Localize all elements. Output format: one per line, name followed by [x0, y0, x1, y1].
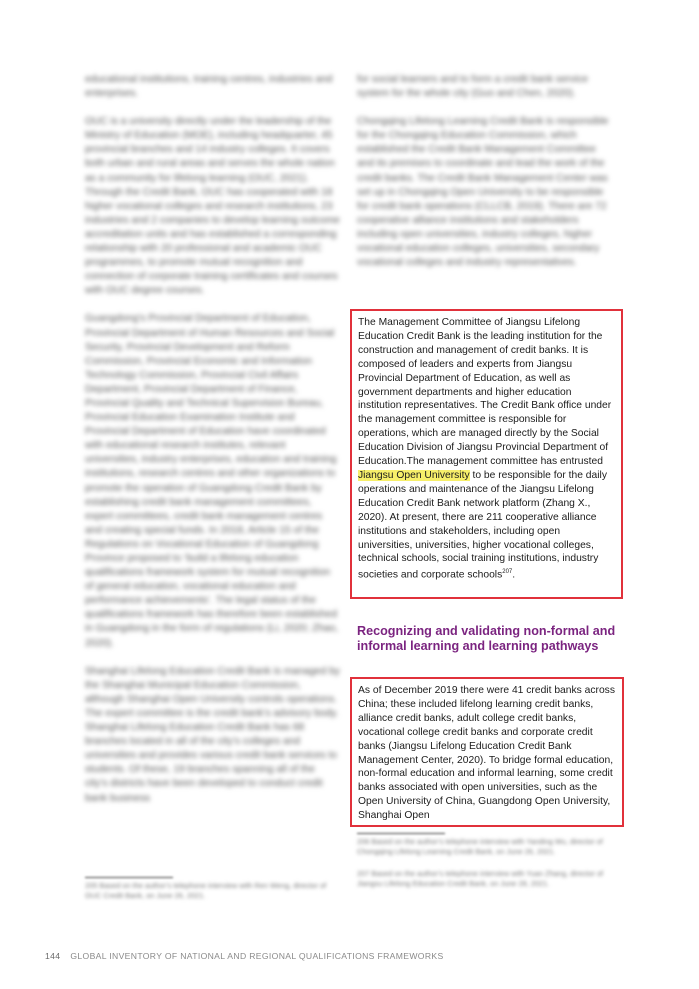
page-number: 144	[45, 951, 61, 961]
left-column	[85, 73, 340, 820]
left-paragraph: Guangdong’s Provincial Department of Education, Provincial Department of Human Resources and Social Security, Provincial Development and Reform Commission, Provincial Economic and Information Technology Commission, Provincial Civil Affairs Department, Provincial Department of Finance, Provincial Quality and Technical Supervision Bureau, Provincial Education Examination Institute and Provincial Department of Education have coordinated with educational research institutes, relevant universities, industry enterprises, education and training institutions, research centres and other organizations to promote the operation of Guangdong Credit Bank by establishing credit bank management committees, expert committees, credit bank management centres and creating special funds. In 2018, Article 15 of the Regulations on Vocational Education of Guangdong Province proposed to ‘build a lifelong education qualifications framework system for mutual recognition of general education, vocational education and performance achievements’. The legal status of the qualifications framework has therefore been established in Guangdong in the form of regulations (Li, 2020; Zhao, 2020).	[85, 313, 339, 649]
running-title: GLOBAL INVENTORY OF NATIONAL AND REGIONAL QUALIFICATIONS FRAMEWORKS	[70, 951, 444, 961]
highlight-box-credit-banks	[350, 677, 624, 827]
right-footnote-rule	[357, 833, 445, 834]
box1-text-before: The Management Committee of Jiangsu Lifelong Education Credit Bank is the leading institution for the construction and management of credit banks. It is composed of leaders and experts from Jiangsu Provincial Department of Education, as well as government departments and higher education institution representatives. The Credit Bank office under the management committee is responsible for operations, which are managed directly by the Social Education Division of Jiangsu Provincial Department of Education.The management committee has entrusted	[358, 317, 612, 468]
section-heading: Recognizing and validating non-formal and informal learning and learning pathways	[357, 624, 616, 653]
page-footer	[45, 951, 645, 961]
highlight-box-jiangsu	[350, 309, 623, 599]
right-paragraph: for social learners and to form a credit bank service system for the whole city (Guo and Chen, 2020).	[357, 74, 589, 100]
right-paragraph: Chongqing Lifelong Learning Credit Bank is responsible for the Chongqing Education Commission, which established the Credit Bank Management Committee and its premises to coordinate and lead the work of the credit banks. The Credit Bank Management Center was set up in Chongqing Open University to be responsible for credit bank operations (CLLCB, 2019). There are 72 cooperative alliance institutions and stakeholders including open universities, industry colleges, higher vocational education colleges, universities, secondary vocational colleges and industry representatives.	[357, 116, 609, 269]
left-paragraph: Shanghai Lifelong Education Credit Bank is managed by the Shanghai Municipal Education Commission, although Shanghai Open University controls operations. The expert committee is the credit bank’s advisory body. Shanghai Lifelong Education Credit Bank has 68 branches located in all of the city’s colleges and universities and provides various credit bank services to students. Of these, 19 branches spanning all of the city’s districts have been developed to conduct credit bank business	[85, 665, 340, 804]
left-paragraph: OUC is a university directly under the leadership of the Ministry of Education (MOE), including headquarter, 45 provincial branches and 14 industry colleges. It covers both urban and rural areas and serves the whole nation as a community for lifelong learning (OUC, 2021). Through the Credit Bank, OUC has cooperated with 18 higher vocational colleges and research institutions, 23 industries and 2 companies to develop learning outcome accreditation units and has established a corresponding relationship with 20 professional and academic OUC programmes, to promote mutual recognition and connection of corporate training certificates and courses with OUC degree courses.	[85, 116, 340, 297]
left-footnote-rule	[85, 877, 173, 878]
right-footnote: 206 Based on the author’s telephone interview with Yanding Wu, director of Chongqing Lifelong Learning Credit Bank, on June 26, 2021.	[357, 837, 603, 856]
footnote-ref: 207	[502, 569, 513, 576]
left-footnote: 205 Based on the author’s telephone interview with Ren Weng, director of OUC Credit Bank, on June 26, 2021.	[85, 881, 327, 900]
left-paragraph: educational institutions, training centres, industries and enterprises.	[85, 74, 333, 100]
box2-text: As of December 2019 there were 41 credit banks across China; these included lifelong learning credit banks, alliance credit banks, adult college credit banks, vocational college credit banks and corporate credit banks (Jiangsu Lifelong Education Credit Bank Management Center, 2020). To bridge formal education, non-formal education and informal learning, some credit banks associated with open universities, such as the Open University of China, Guangdong Open University, Shanghai Open	[358, 685, 615, 822]
box1-text-after: to be responsible for the daily operations and maintenance of the Jiangsu Lifelong Education Credit Bank network platform (Zhang X., 2020). At present, there are 211 cooperative alliance institutions and stakeholders, including open universities, universities, higher vocational colleges, technical schools, social training institutions, industry societies and corporate schools	[358, 469, 607, 581]
right-footnote: 207 Based on the author’s telephone interview with Yuan Zhang, director of Jiangsu Lifelong Education Credit Bank, on June 28, 2021.	[357, 869, 604, 888]
right-column	[357, 73, 615, 284]
box1-period: .	[512, 569, 516, 581]
highlighted-text[interactable]: Jiangsu Open University	[358, 469, 470, 481]
